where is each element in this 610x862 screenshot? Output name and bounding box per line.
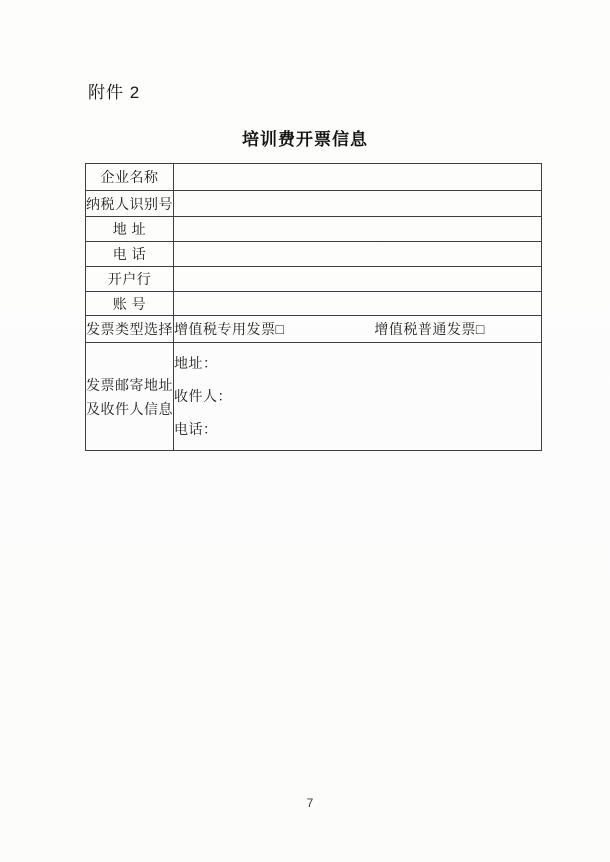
vat-general-invoice-checkbox-option: 增值税普通发票□ [374, 321, 485, 337]
row-value-company-name [174, 164, 542, 191]
invoice-type-options [174, 316, 542, 343]
mailing-info-row [86, 343, 542, 451]
row-label-taxpayer-id: 纳税人识别号 [86, 191, 174, 217]
row-label-company-name: 企业名称 [86, 164, 174, 191]
row-label-address: 地 址 [86, 217, 174, 242]
table-row [86, 242, 542, 267]
row-label-mailing-info [86, 343, 174, 451]
row-label-account-number: 账 号 [86, 292, 174, 316]
row-label-phone: 电 话 [86, 242, 174, 267]
mailing-fields [174, 343, 542, 451]
vat-special-invoice-checkbox-option: 增值税专用发票□ [174, 321, 285, 337]
mailing-recipient-field-label: 收件人： [174, 388, 232, 404]
table-row [86, 164, 542, 191]
row-value-account-number [174, 292, 542, 316]
invoice-type-row [86, 316, 542, 343]
table-row [86, 217, 542, 242]
row-value-taxpayer-id [174, 191, 542, 217]
page-number: 7 [306, 796, 314, 810]
attachment-label: 附件 2 [88, 83, 141, 102]
table-row [86, 267, 542, 292]
table-row [86, 191, 542, 217]
table-row [86, 292, 542, 316]
row-label-invoice-type: 发票类型选择 [86, 316, 174, 343]
mailing-phone-field-label: 电话： [174, 421, 218, 437]
mailing-address-field-label: 地址： [174, 355, 218, 371]
invoice-info-table [85, 163, 542, 451]
row-value-phone [174, 242, 542, 267]
mailing-label-line1: 发票邮寄地址 [86, 376, 173, 393]
page-title: 培训费开票信息 [242, 130, 368, 149]
mailing-label-line2: 及收件人信息 [86, 400, 173, 417]
row-value-address [174, 217, 542, 242]
row-label-bank: 开户行 [86, 267, 174, 292]
row-value-bank [174, 267, 542, 292]
